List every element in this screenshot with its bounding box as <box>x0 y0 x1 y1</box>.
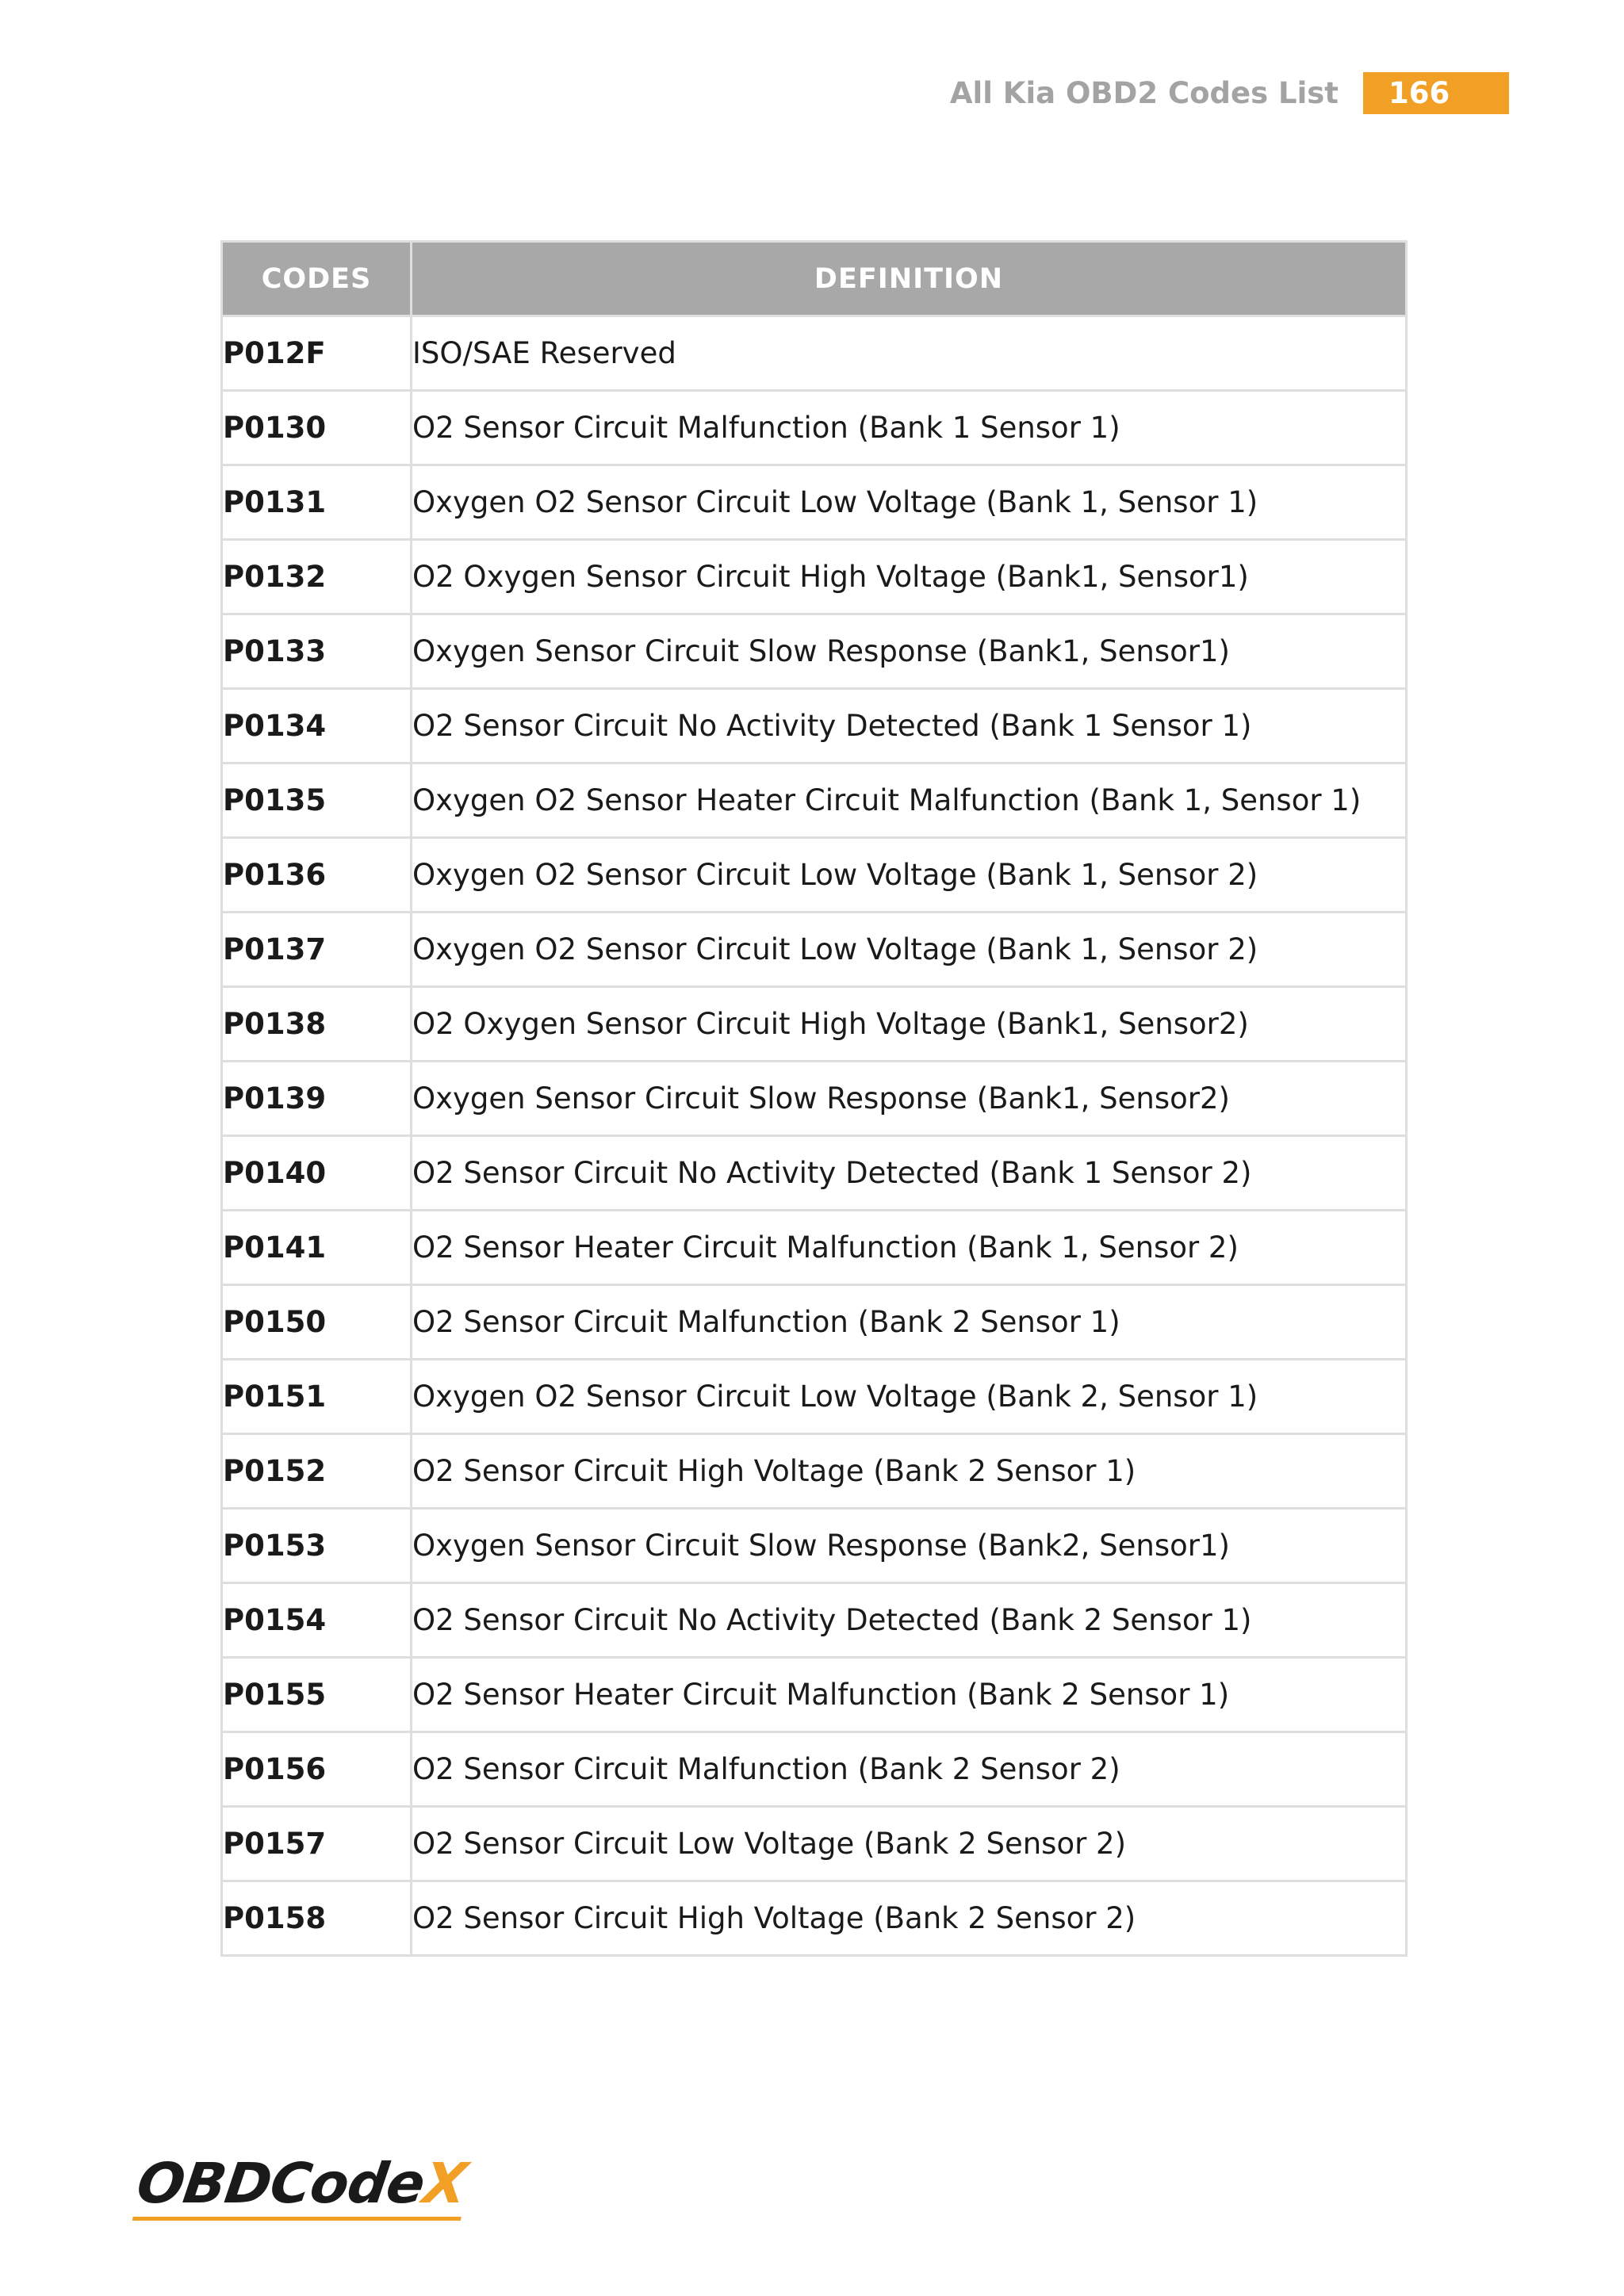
table-header-row <box>222 242 1407 316</box>
table-row <box>222 1881 1407 1956</box>
definition-cell: O2 Sensor Circuit High Voltage (Bank 2 Sensor 2) <box>412 1881 1407 1956</box>
code-cell: P0133 <box>222 614 412 689</box>
definition-cell: O2 Sensor Circuit No Activity Detected (Bank 1 Sensor 1) <box>412 689 1407 763</box>
definition-cell: O2 Sensor Heater Circuit Malfunction (Bank 2 Sensor 1) <box>412 1658 1407 1732</box>
code-cell: P0135 <box>222 763 412 838</box>
table-row <box>222 1062 1407 1136</box>
table-row <box>222 316 1407 391</box>
code-cell: P0156 <box>222 1732 412 1807</box>
code-cell: P0154 <box>222 1583 412 1658</box>
definition-cell: O2 Sensor Circuit No Activity Detected (Bank 2 Sensor 1) <box>412 1583 1407 1658</box>
obdcodex-logo <box>132 2152 470 2221</box>
table-body <box>222 316 1407 1956</box>
definition-cell: ISO/SAE Reserved <box>412 316 1407 391</box>
code-cell: P0140 <box>222 1136 412 1211</box>
code-cell: P0157 <box>222 1807 412 1881</box>
definition-cell: O2 Sensor Circuit Malfunction (Bank 1 Sensor 1) <box>412 391 1407 465</box>
code-cell: P0151 <box>222 1360 412 1434</box>
definition-cell: Oxygen O2 Sensor Circuit Low Voltage (Bank 2, Sensor 1) <box>412 1360 1407 1434</box>
definition-cell: Oxygen O2 Sensor Circuit Low Voltage (Bank 1, Sensor 2) <box>412 913 1407 987</box>
code-cell: P0132 <box>222 540 412 614</box>
code-cell: P0138 <box>222 987 412 1062</box>
table-row <box>222 1136 1407 1211</box>
table-row <box>222 987 1407 1062</box>
code-cell: P0152 <box>222 1434 412 1509</box>
table-row <box>222 1732 1407 1807</box>
logo-x-mark: X <box>419 2151 471 2216</box>
table-row <box>222 1211 1407 1285</box>
table-row <box>222 391 1407 465</box>
code-cell: P0137 <box>222 913 412 987</box>
codes-table <box>220 240 1408 1957</box>
code-cell: P0150 <box>222 1285 412 1360</box>
definition-cell: Oxygen Sensor Circuit Slow Response (Bank2, Sensor1) <box>412 1509 1407 1583</box>
definition-cell: O2 Sensor Circuit Malfunction (Bank 2 Sensor 2) <box>412 1732 1407 1807</box>
table-row <box>222 1360 1407 1434</box>
column-header-definition: DEFINITION <box>412 242 1407 316</box>
table-row <box>222 838 1407 913</box>
code-cell: P0130 <box>222 391 412 465</box>
table-row <box>222 1583 1407 1658</box>
table-row <box>222 540 1407 614</box>
code-cell: P0141 <box>222 1211 412 1285</box>
code-cell: P0158 <box>222 1881 412 1956</box>
definition-cell: O2 Oxygen Sensor Circuit High Voltage (Bank1, Sensor2) <box>412 987 1407 1062</box>
code-cell: P0155 <box>222 1658 412 1732</box>
code-cell: P0134 <box>222 689 412 763</box>
table-row <box>222 465 1407 540</box>
code-cell: P012F <box>222 316 412 391</box>
code-cell: P0136 <box>222 838 412 913</box>
definition-cell: Oxygen Sensor Circuit Slow Response (Bank1, Sensor2) <box>412 1062 1407 1136</box>
definition-cell: Oxygen O2 Sensor Circuit Low Voltage (Bank 1, Sensor 2) <box>412 838 1407 913</box>
definition-cell: Oxygen Sensor Circuit Slow Response (Bank1, Sensor1) <box>412 614 1407 689</box>
column-header-codes: CODES <box>222 242 412 316</box>
definition-cell: Oxygen O2 Sensor Heater Circuit Malfunction (Bank 1, Sensor 1) <box>412 763 1407 838</box>
table-row <box>222 689 1407 763</box>
table-row <box>222 614 1407 689</box>
definition-cell: O2 Sensor Circuit Malfunction (Bank 2 Sensor 1) <box>412 1285 1407 1360</box>
definition-cell: O2 Sensor Circuit Low Voltage (Bank 2 Sensor 2) <box>412 1807 1407 1881</box>
table-row <box>222 1434 1407 1509</box>
logo-wordmark: OBDCode <box>132 2151 429 2216</box>
table-row <box>222 1658 1407 1732</box>
table-row <box>222 1509 1407 1583</box>
table-row <box>222 1285 1407 1360</box>
definition-cell: Oxygen O2 Sensor Circuit Low Voltage (Bank 1, Sensor 1) <box>412 465 1407 540</box>
table-row <box>222 763 1407 838</box>
definition-cell: O2 Sensor Circuit High Voltage (Bank 2 Sensor 1) <box>412 1434 1407 1509</box>
table-row <box>222 1807 1407 1881</box>
definition-cell: O2 Sensor Heater Circuit Malfunction (Bank 1, Sensor 2) <box>412 1211 1407 1285</box>
document-title: All Kia OBD2 Codes List <box>949 76 1339 110</box>
definition-cell: O2 Sensor Circuit No Activity Detected (Bank 1 Sensor 2) <box>412 1136 1407 1211</box>
code-cell: P0139 <box>222 1062 412 1136</box>
code-cell: P0131 <box>222 465 412 540</box>
table-row <box>222 913 1407 987</box>
code-cell: P0153 <box>222 1509 412 1583</box>
page-number-badge: 166 <box>1363 72 1509 114</box>
definition-cell: O2 Oxygen Sensor Circuit High Voltage (Bank1, Sensor1) <box>412 540 1407 614</box>
